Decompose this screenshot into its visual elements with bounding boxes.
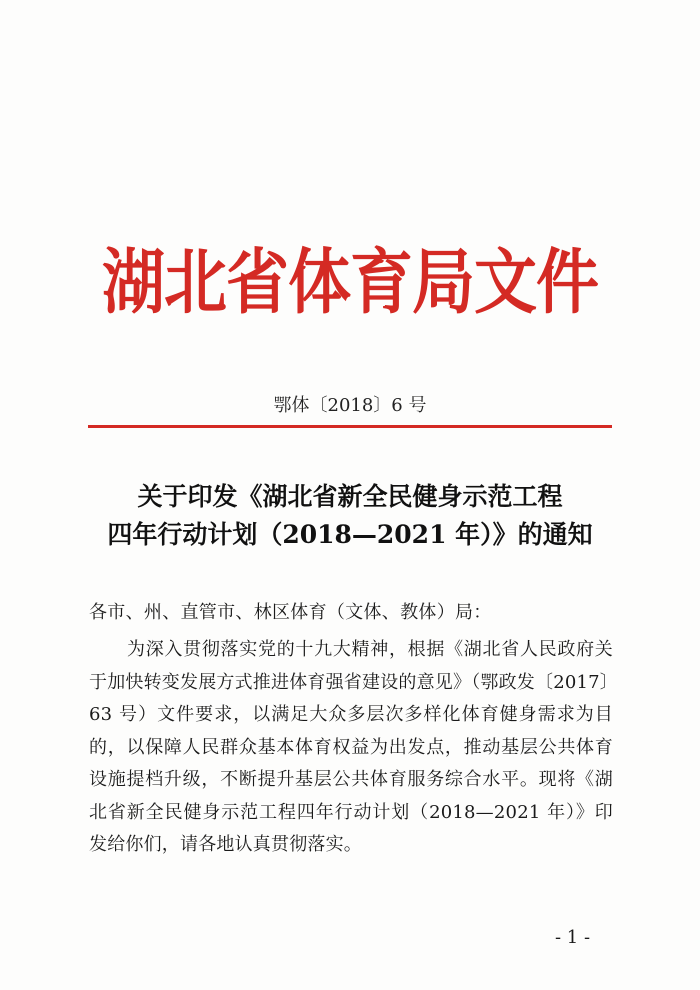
body-line: 设施提档升级，不断提升基层公共体育服务综合水平。现将《湖: [89, 769, 613, 790]
body-line: 发给你们，请各地认真贯彻落实。: [89, 834, 362, 855]
red-divider-line: [88, 425, 612, 428]
notice-title-line: 关于印发《湖北省新全民健身示范工程: [137, 482, 563, 511]
notice-title-line: 四年行动计划（2018—2021 年）》的通知: [107, 520, 593, 549]
body-line: 为深入贯彻落实党的十九大精神，根据《湖北省人民政府关: [127, 639, 613, 660]
notice-title: [0, 478, 700, 554]
document-number: 鄂体〔2018〕6 号: [273, 395, 427, 416]
salutation: 各市、州、直管市、林区体育（文体、教体）局：: [89, 602, 492, 623]
masthead-title: 湖北省体育局文件: [102, 241, 598, 324]
body-line: 的，以保障人民群众基本体育权益为出发点，推动基层公共体育: [89, 736, 613, 758]
body-paragraph: [89, 634, 619, 862]
page-number: - 1 -: [555, 927, 591, 948]
body-line: 于加快转变发展方式推进体育强省建设的意见》（鄂政发〔2017〕: [89, 671, 619, 693]
body-line: 63 号）文件要求，以满足大众多层次多样化体育健身需求为目: [89, 704, 613, 725]
body-line: 北省新全民健身示范工程四年行动计划（2018—2021 年）》印: [89, 801, 613, 823]
